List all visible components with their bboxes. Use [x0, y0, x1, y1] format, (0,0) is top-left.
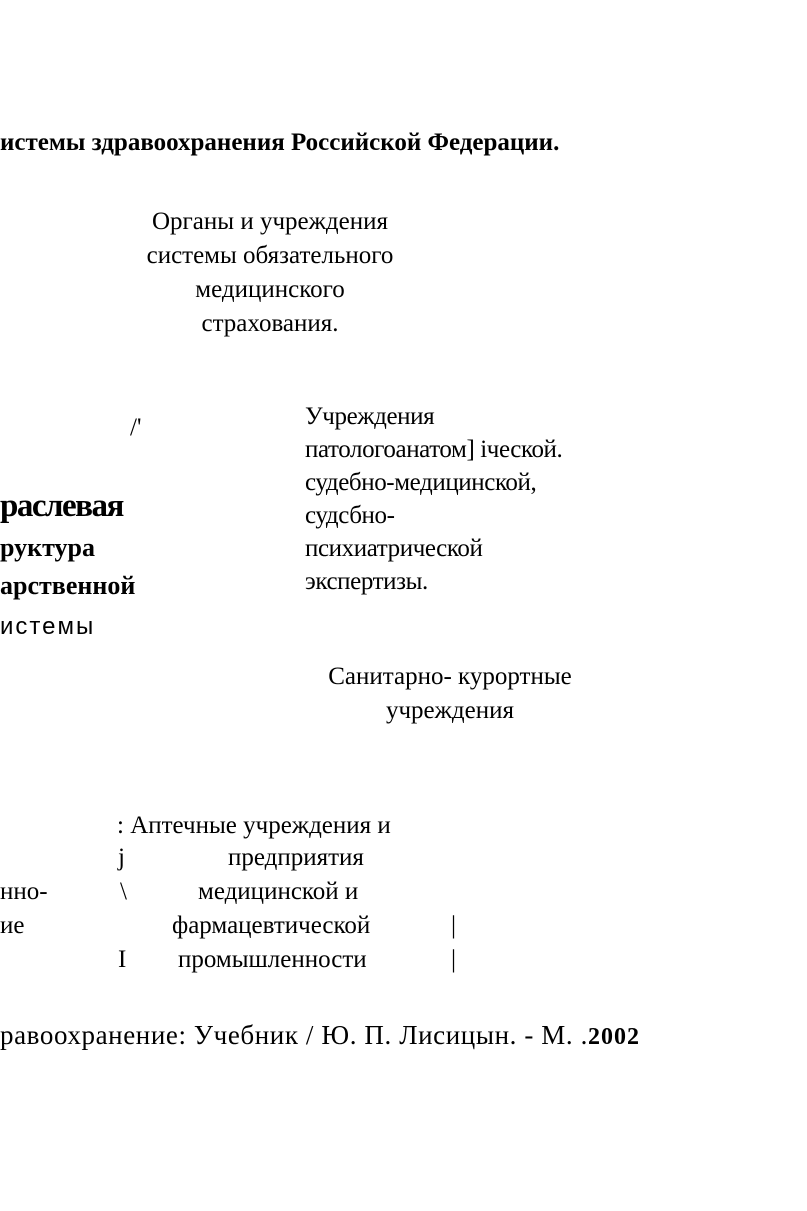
- branch-structure-title-3: арственной: [0, 571, 136, 600]
- organs-line: страхования.: [201, 310, 339, 337]
- organs-line: Органы и учреждения: [152, 208, 388, 235]
- expertise-line: экспертизы.: [305, 568, 428, 595]
- citation-text: равоохранение: Учебник / Ю. П. Лисицын. - М. .: [0, 1020, 588, 1050]
- expertise-line: судебно-медицинской,: [305, 469, 537, 496]
- pharmacy-line: фармацевтической: [172, 912, 371, 939]
- pharmacy-mark: I: [118, 946, 127, 973]
- branch-structure-title-4: истемы: [0, 613, 96, 640]
- pharmacy-left-fragment: ие: [0, 912, 25, 939]
- organs-line: медицинского: [195, 276, 345, 303]
- pharmacy-mark: j: [118, 844, 125, 871]
- pharmacy-line: : Аптечные учреждения и: [117, 812, 391, 839]
- expertise-line: патологоанатом] iческой.: [305, 436, 563, 463]
- citation-year: 2002: [587, 1024, 640, 1050]
- expertise-institutions-block: [305, 400, 562, 598]
- sanatorium-line: Санитарно- курортные: [328, 663, 572, 690]
- sanatorium-line: учреждения: [385, 697, 514, 724]
- organs-oms-block: [110, 205, 430, 341]
- branch-structure-title-2: руктура: [0, 533, 95, 562]
- organs-line: системы обязательного: [146, 242, 394, 269]
- pharmacy-left-fragment: нно-: [0, 878, 48, 905]
- pharmacy-line: промышленности: [178, 946, 367, 973]
- pharmacy-line: предприятия: [228, 844, 364, 871]
- branch-structure-title-1: раслевая: [0, 488, 123, 524]
- source-citation: [0, 1022, 640, 1049]
- pharmacy-bar: |: [451, 912, 457, 939]
- expertise-line: психиатрической: [305, 535, 483, 562]
- pharmacy-bar: |: [451, 946, 457, 973]
- stray-slash-mark: /': [130, 414, 142, 441]
- expertise-line: Учреждения: [305, 403, 435, 430]
- page-heading: истемы здравоохранения Российской Федерации.: [0, 129, 560, 156]
- sanatorium-block: [290, 660, 610, 728]
- pharmacy-mark: \: [120, 878, 127, 905]
- pharmacy-line: медицинской и: [198, 878, 359, 905]
- expertise-line: судсбно-: [305, 502, 395, 529]
